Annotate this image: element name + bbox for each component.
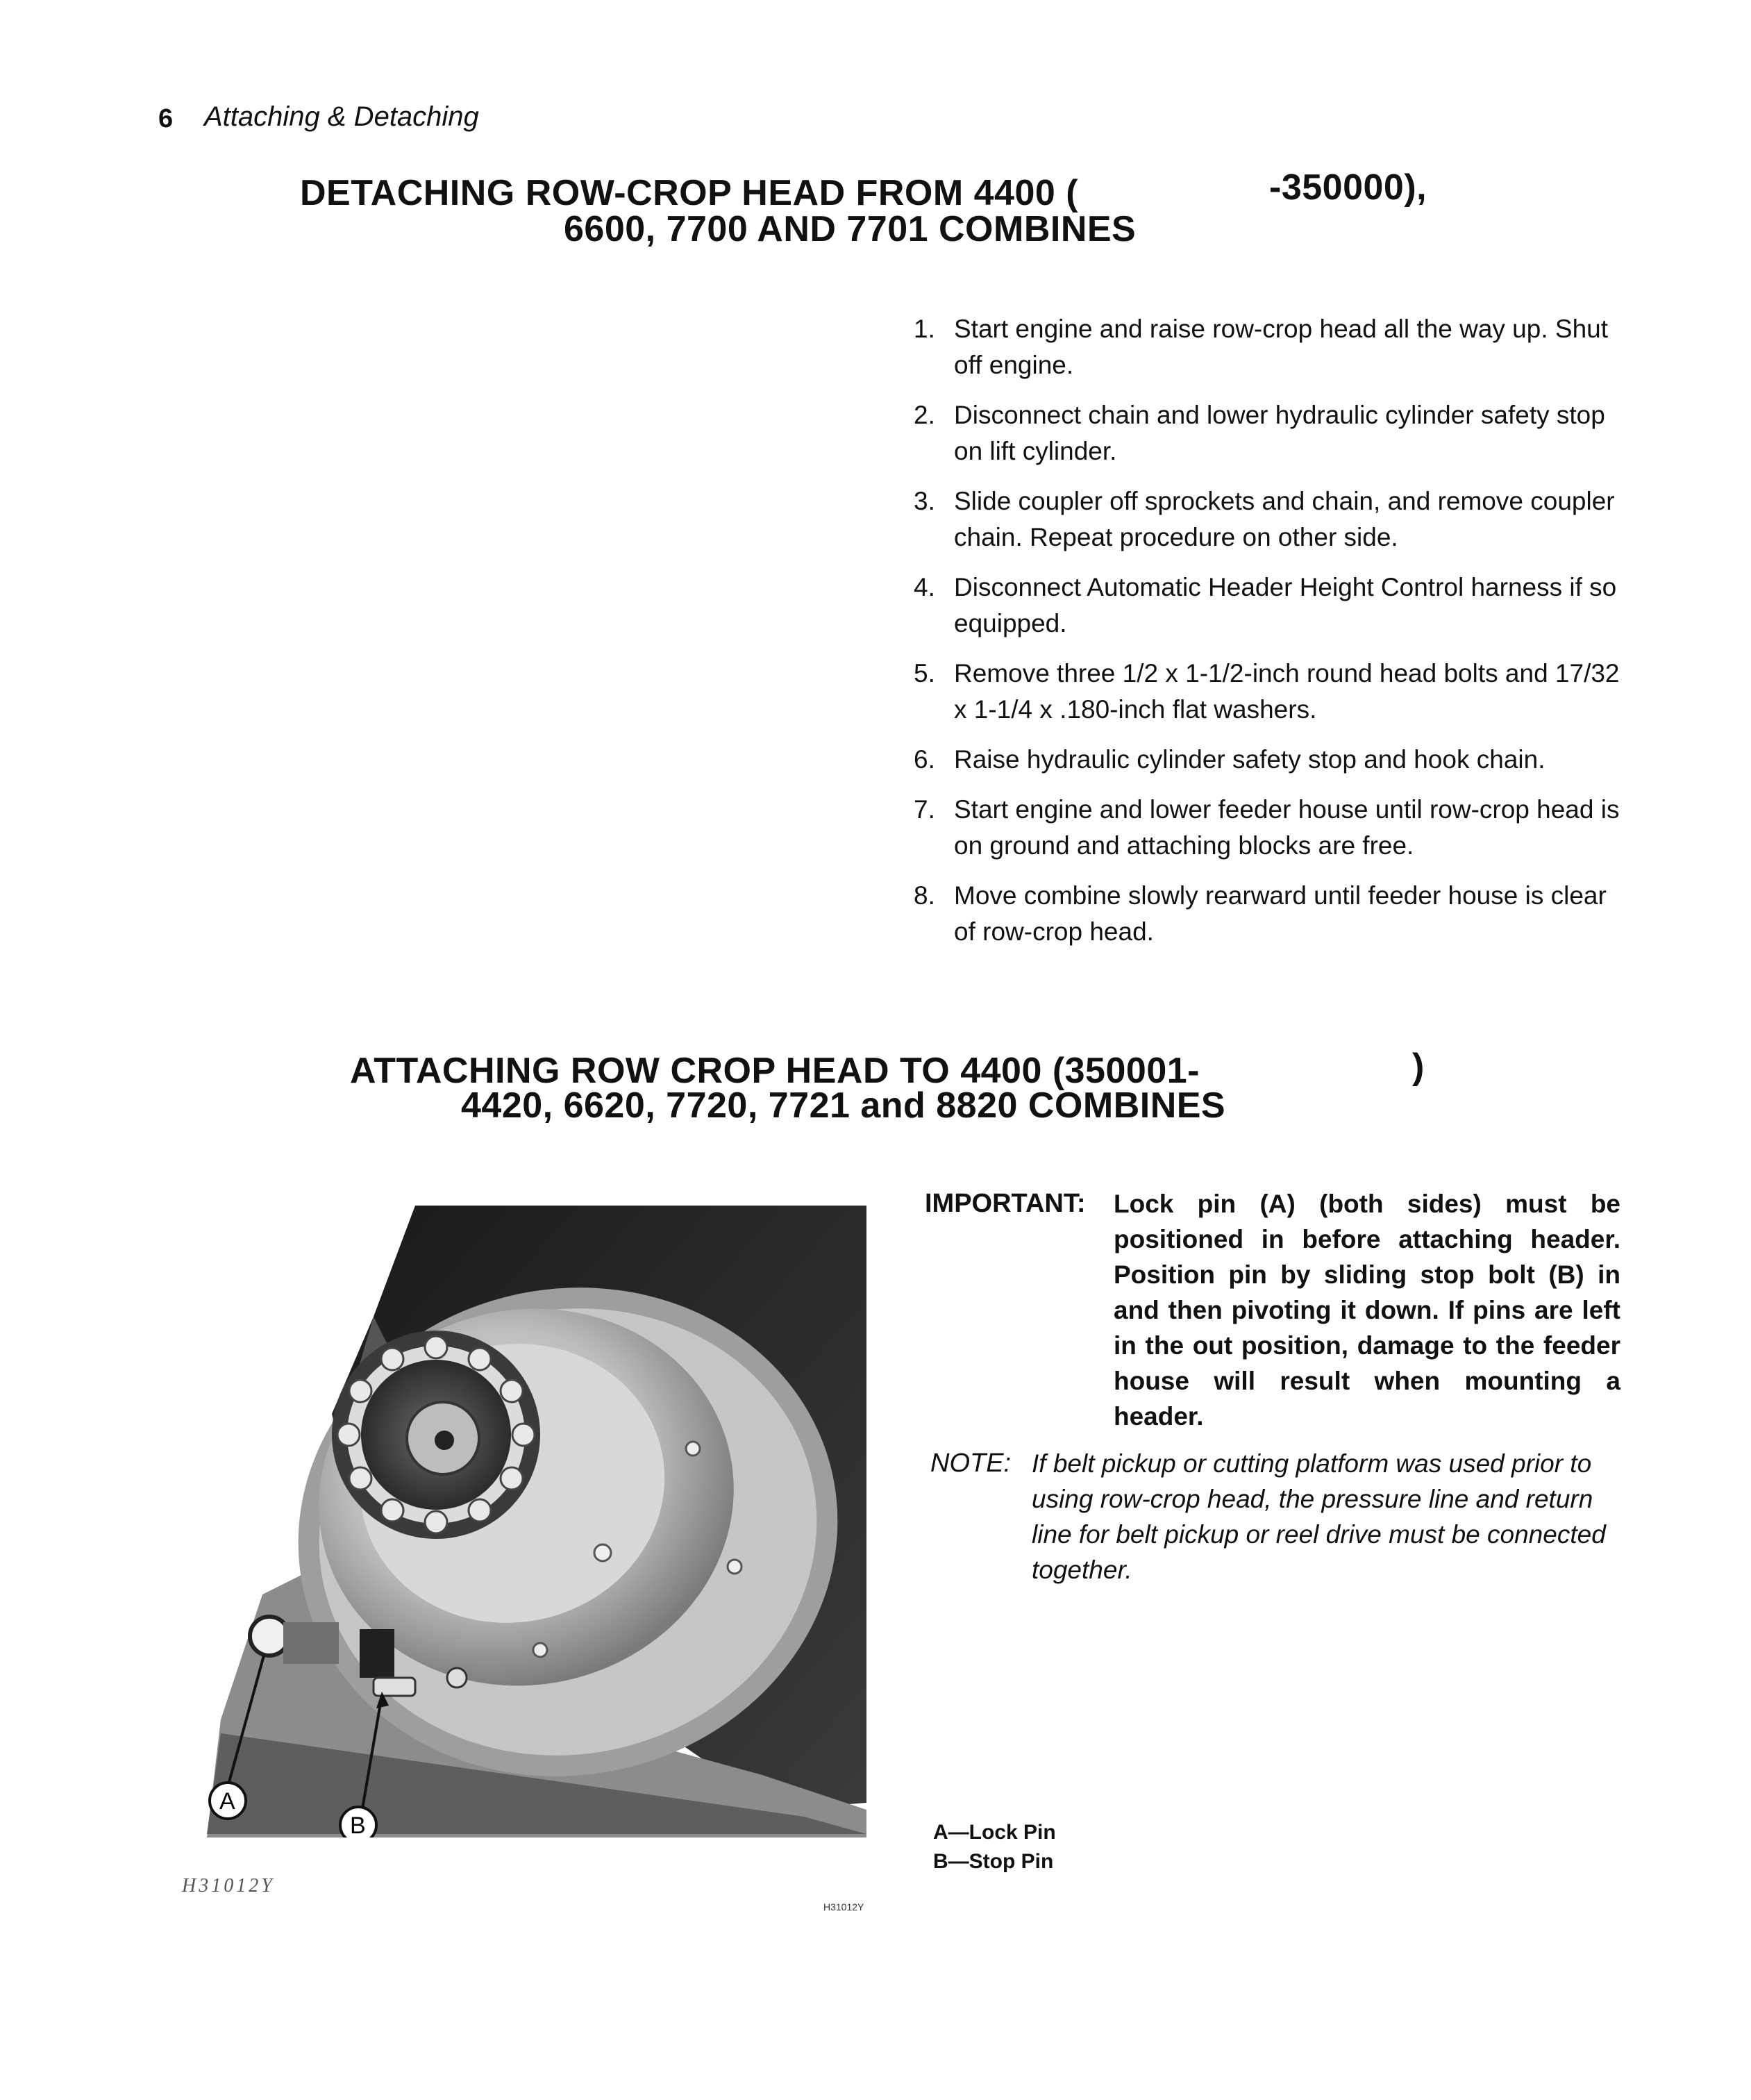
detaching-title-line2: 6600, 7700 AND 7701 COMBINES: [564, 209, 1137, 249]
important-text: Lock pin (A) (both sides) must be positioned in before attaching header. Position pin by sliding stop bolt (B) in and then pivoting it down. If pins are left in the out position, damage to the feeder house will result when mounting a header.: [1114, 1190, 1620, 1431]
step-text: Disconnect chain and lower hydraulic cylinder safety stop on lift cylinder.: [954, 401, 1605, 465]
step-number: 1.: [914, 315, 935, 343]
step-item: [914, 792, 1622, 864]
step-number: 3.: [914, 487, 935, 515]
page-number: 6: [158, 104, 174, 133]
step-number: 6.: [914, 745, 935, 774]
callout-b-label: B: [350, 1812, 366, 1838]
step-text: Start engine and raise row-crop head all the way up. Shut off engine.: [954, 315, 1609, 379]
detaching-steps: [914, 311, 1622, 964]
step-text: Slide coupler off sprockets and chain, and remove coupler chain. Repeat procedure on other side.: [954, 487, 1615, 551]
photo-code-print: H31012Y: [823, 1901, 864, 1912]
detaching-title-part1: DETACHING ROW-CROP HEAD FROM 4400 (: [300, 173, 1079, 213]
step-text: Start engine and lower feeder house until row-crop head is on ground and attaching blocks are free.: [954, 795, 1620, 860]
step-item: [914, 311, 1622, 383]
step-number: 4.: [914, 573, 935, 601]
section-name: Attaching & Detaching: [204, 101, 479, 132]
step-text: Disconnect Automatic Header Height Control harness if so equipped.: [954, 573, 1617, 638]
note-text: If belt pickup or cutting platform was used prior to using row-crop head, the pressure line and return line for belt pickup or reel drive must be connected together.: [1032, 1449, 1606, 1584]
callout-a-label: A: [219, 1788, 235, 1815]
step-item: [914, 569, 1622, 642]
attaching-title-part2: ): [1412, 1047, 1425, 1087]
step-text: Raise hydraulic cylinder safety stop and hook chain.: [954, 745, 1545, 774]
step-item: [914, 742, 1622, 778]
feeder-house-photo: [179, 1206, 873, 1838]
step-number: 2.: [914, 401, 935, 429]
step-text: Move combine slowly rearward until feeder house is clear of row-crop head.: [954, 881, 1607, 946]
step-text: Remove three 1/2 x 1-1/2-inch round head bolts and 17/32 x 1-1/4 x .180-inch flat washers.: [954, 659, 1620, 724]
photo-legend: [933, 1818, 1056, 1876]
important-label: IMPORTANT:: [925, 1189, 1086, 1218]
step-item: [914, 656, 1622, 728]
step-number: 8.: [914, 881, 935, 910]
note-label: NOTE:: [930, 1449, 1012, 1478]
attaching-title-line2: 4420, 6620, 7720, 7721 and 8820 COMBINES: [461, 1085, 1226, 1126]
step-item: [914, 397, 1622, 469]
photo-code-handwritten: H31012Y: [182, 1875, 275, 1897]
detaching-title-part2: -350000),: [1269, 167, 1427, 208]
legend-item-stop-pin: B—Stop Pin: [933, 1850, 1054, 1873]
step-number: 7.: [914, 795, 935, 824]
feeder-house-photo-image: [179, 1206, 873, 1838]
step-item: [914, 878, 1622, 950]
attaching-title-part1: ATTACHING ROW CROP HEAD TO 4400 (350001-: [350, 1051, 1200, 1091]
legend-item-lock-pin: A—Lock Pin: [933, 1821, 1056, 1844]
step-number: 5.: [914, 659, 935, 688]
step-item: [914, 483, 1622, 556]
